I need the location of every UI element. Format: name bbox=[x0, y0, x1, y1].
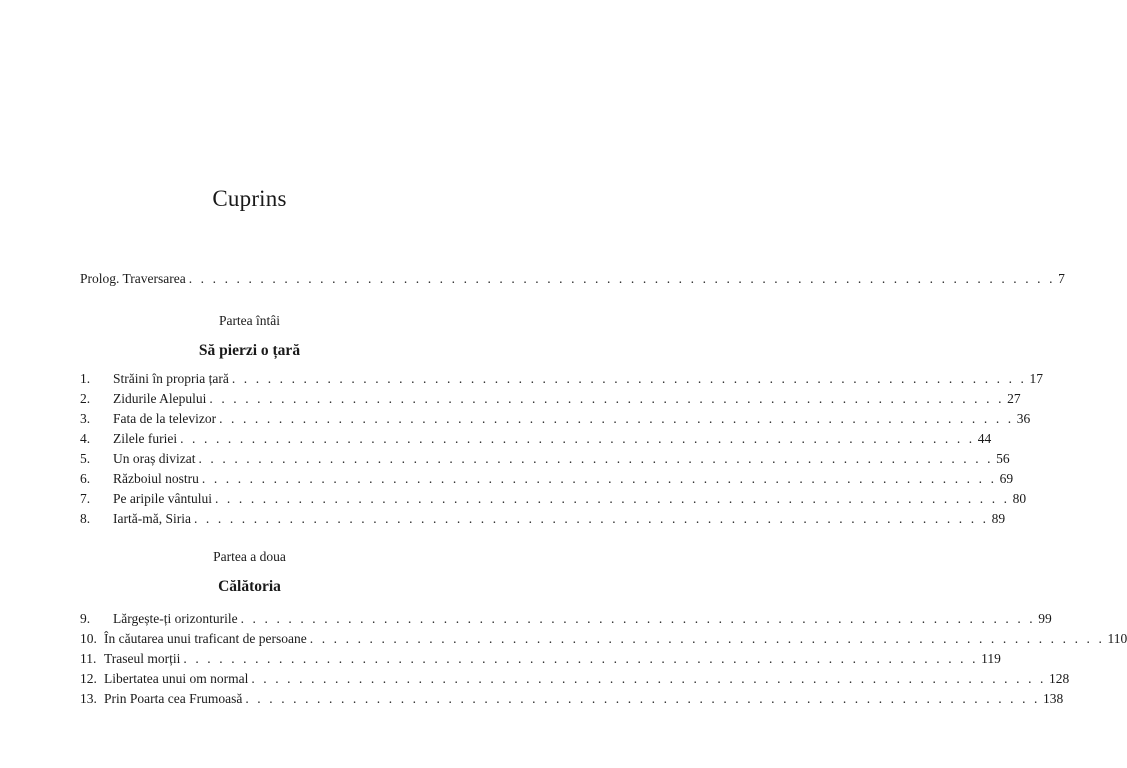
toc-entry-page: 99 bbox=[1035, 609, 1052, 629]
dot-leader: . . . . . . . . . . . . . . . . . . . . . . . . . . . . . . . . . . . . . . . . . . . . . . . . . . . . . . . . . . . . . . . . . . . bbox=[245, 691, 1041, 706]
toc-entry-number: 8. bbox=[80, 511, 91, 526]
toc-entry-text: Prolog. Traversarea bbox=[80, 269, 189, 289]
dot-leader: . . . . . . . . . . . . . . . . . . . . . . . . . . . . . . . . . . . . . . . . . . . . . . . . . . . . . . . . . . . . . . . . . . . . . . . . . bbox=[188, 271, 1056, 286]
toc-entry-number: 10. bbox=[80, 631, 97, 646]
toc-entry bbox=[80, 369, 1044, 389]
part-title: Să pierzi o țară bbox=[198, 342, 301, 359]
dot-leader: . . . . . . . . . . . . . . . . . . . . . . . . . . . . . . . . . . . . . . . . . . . . . . . . . . . . . . . . . . . . . . . . . . . bbox=[219, 411, 1014, 426]
dot-leader: . . . . . . . . . . . . . . . . . . . . . . . . . . . . . . . . . . . . . . . . . . . . . . . . . . . . . . . . . . . . . . . . . . . bbox=[231, 371, 1027, 386]
dot-leader: . . . . . . . . . . . . . . . . . . . . . . . . . . . . . . . . . . . . . . . . . . . . . . . . . . . . . . . . . . . . . . . . . . . bbox=[309, 631, 1105, 646]
toc-entry bbox=[80, 609, 1052, 629]
toc-entry-prolog bbox=[80, 269, 1065, 289]
toc-entry-text: Străini în propria țară bbox=[113, 369, 232, 389]
toc-entry-number: 9. bbox=[80, 611, 91, 626]
toc-entry bbox=[80, 629, 1127, 649]
toc-entry-text: Războiul nostru bbox=[113, 469, 202, 489]
part-title: Călătoria bbox=[218, 578, 281, 595]
toc-entry-page: 56 bbox=[993, 449, 1010, 469]
dot-leader: . . . . . . . . . . . . . . . . . . . . . . . . . . . . . . . . . . . . . . . . . . . . . . . . . . . . . . . . . . . . . . . . . . . bbox=[198, 451, 994, 466]
toc-entry-text: Libertatea unui om normal bbox=[104, 669, 251, 689]
toc-entry-number: 3. bbox=[80, 411, 91, 426]
page-title: Cuprins bbox=[212, 186, 287, 211]
dot-leader: . . . . . . . . . . . . . . . . . . . . . . . . . . . . . . . . . . . . . . . . . . . . . . . . . . . . . . . . . . . . . . . . . . . bbox=[240, 611, 1036, 626]
toc-entry-text: Un oraș divizat bbox=[113, 449, 198, 469]
dot-leader: . . . . . . . . . . . . . . . . . . . . . . . . . . . . . . . . . . . . . . . . . . . . . . . . . . . . . . . . . . . . . . . . . . . bbox=[214, 491, 1010, 506]
toc-entry-number: 11. bbox=[80, 651, 97, 666]
toc-entry bbox=[80, 389, 1021, 409]
toc-entry-page: 80 bbox=[1010, 489, 1027, 509]
toc-entry-page: 17 bbox=[1027, 369, 1044, 389]
part-label: Partea întâi bbox=[218, 313, 281, 328]
toc-entry-page: 7 bbox=[1055, 269, 1065, 289]
toc-entry-page: 110 bbox=[1104, 629, 1127, 649]
part-label: Partea a doua bbox=[213, 549, 286, 564]
toc-entry-text: Prin Poarta cea Frumoasă bbox=[104, 689, 245, 709]
dot-leader: . . . . . . . . . . . . . . . . . . . . . . . . . . . . . . . . . . . . . . . . . . . . . . . . . . . . . . . . . . . . . . . . . . . bbox=[180, 431, 975, 446]
toc-entry-number: 7. bbox=[80, 491, 91, 506]
toc-entry-page: 138 bbox=[1040, 689, 1063, 709]
toc-entry-number: 6. bbox=[80, 471, 91, 486]
dot-leader: . . . . . . . . . . . . . . . . . . . . . . . . . . . . . . . . . . . . . . . . . . . . . . . . . . . . . . . . . . . . . . . . . . . bbox=[209, 391, 1005, 406]
toc-entry bbox=[80, 489, 1027, 509]
toc-entry-page: 27 bbox=[1004, 389, 1021, 409]
toc-entry-text: În căutarea unui traficant de persoane bbox=[104, 629, 310, 649]
toc-entry-page: 89 bbox=[989, 509, 1006, 529]
toc-entry bbox=[80, 689, 1064, 709]
toc-entry-number: 5. bbox=[80, 451, 91, 466]
toc-entry bbox=[80, 649, 1001, 669]
toc-entry-page: 119 bbox=[978, 649, 1001, 669]
dot-leader: . . . . . . . . . . . . . . . . . . . . . . . . . . . . . . . . . . . . . . . . . . . . . . . . . . . . . . . . . . . . . . . . . . . bbox=[193, 511, 989, 526]
toc-entry-text: Fata de la televizor bbox=[113, 409, 219, 429]
toc-entry-page: 69 bbox=[997, 469, 1014, 489]
toc-entry bbox=[80, 449, 1010, 469]
toc-entry-text: Lărgește-ți orizonturile bbox=[113, 609, 241, 629]
toc-entry bbox=[80, 669, 1070, 689]
toc-entry-text: Traseul morții bbox=[104, 649, 183, 669]
toc-entry-page: 128 bbox=[1046, 669, 1069, 689]
toc-entry-page: 36 bbox=[1014, 409, 1031, 429]
toc-entry-text: Pe aripile vântului bbox=[113, 489, 215, 509]
toc-entry-number: 4. bbox=[80, 431, 91, 446]
toc-entry-number: 1. bbox=[80, 371, 91, 386]
toc-entry-number: 12. bbox=[80, 671, 97, 686]
toc-entry-number: 13. bbox=[80, 691, 97, 706]
toc-entry bbox=[80, 509, 1006, 529]
toc-entry bbox=[80, 429, 992, 449]
toc-entry-text: Zidurile Alepului bbox=[113, 389, 209, 409]
toc-entry-page: 44 bbox=[975, 429, 992, 449]
toc-entry-text: Iartă-mă, Siria bbox=[113, 509, 194, 529]
toc-entry bbox=[80, 409, 1031, 429]
dot-leader: . . . . . . . . . . . . . . . . . . . . . . . . . . . . . . . . . . . . . . . . . . . . . . . . . . . . . . . . . . . . . . . . . . . bbox=[201, 471, 997, 486]
toc-entry bbox=[80, 469, 1014, 489]
toc-entry-text: Zilele furiei bbox=[113, 429, 180, 449]
dot-leader: . . . . . . . . . . . . . . . . . . . . . . . . . . . . . . . . . . . . . . . . . . . . . . . . . . . . . . . . . . . . . . . . . . . bbox=[251, 671, 1047, 686]
dot-leader: . . . . . . . . . . . . . . . . . . . . . . . . . . . . . . . . . . . . . . . . . . . . . . . . . . . . . . . . . . . . . . . . . . . bbox=[183, 651, 979, 666]
toc-entry-number: 2. bbox=[80, 391, 91, 406]
